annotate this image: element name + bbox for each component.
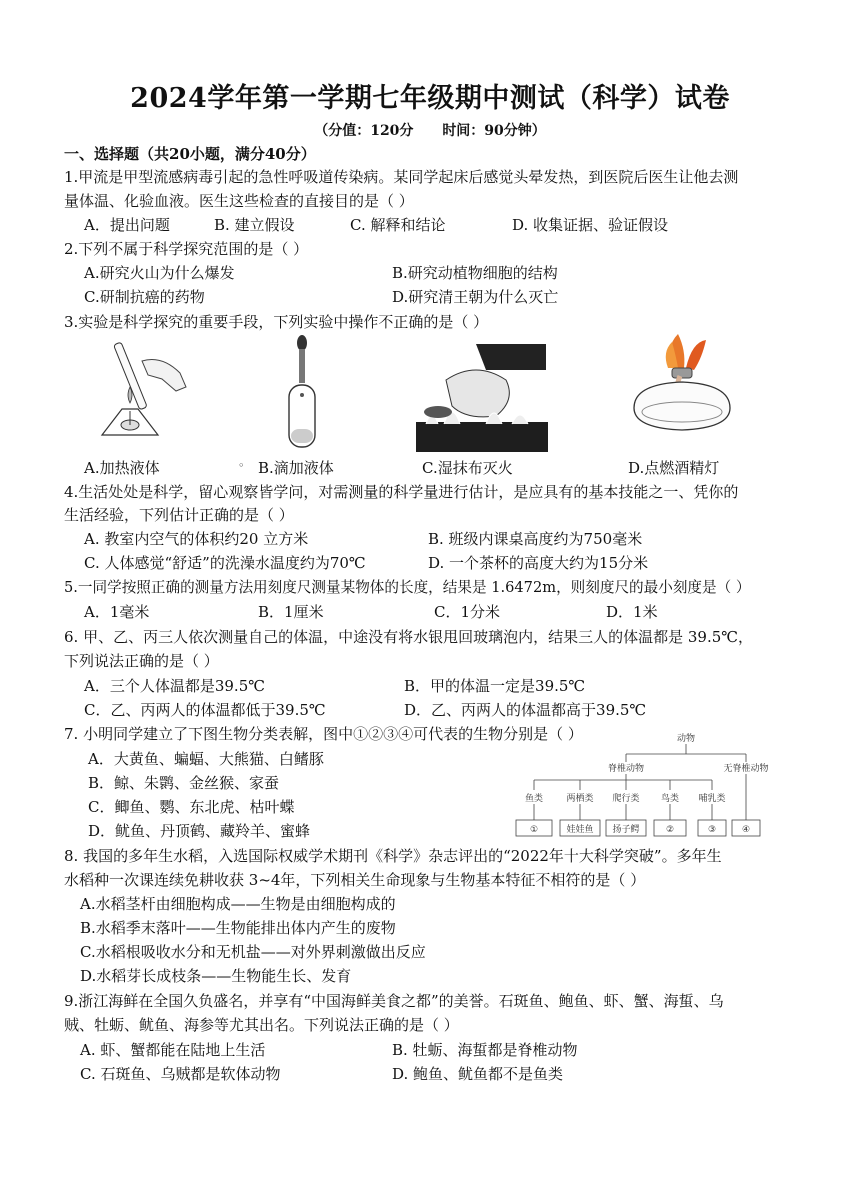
- q4-option-c: C. 人体感觉“舒适”的洗澡水温度约为70℃: [84, 554, 366, 572]
- q9-option-d: D. 鲍鱼、鱿鱼都不是鱼类: [392, 1065, 564, 1083]
- score-info: （分值：120分: [314, 123, 414, 139]
- q8-option-b: B.水稻季末落叶——生物能排出体内产生的废物: [80, 919, 396, 937]
- q4-stem-line1: 4.生活处处是科学，留心观察皆学问，对需测量的科学量进行估计，是应具有的基本技能之一、凭你的: [64, 483, 739, 501]
- diagram-leaf-3: ③: [707, 825, 717, 835]
- q6-stem-line1: 6. 甲、乙、丙三人依次测量自己的体温，中途没有将水银甩回玻璃泡内，结果三人的体温都是 39.5℃，: [64, 628, 754, 646]
- q3-dot: ◦: [238, 459, 245, 472]
- q3-option-b: B.滴加液体: [258, 459, 334, 477]
- q9-option-b: B. 牡蛎、海蜇都是脊椎动物: [392, 1041, 578, 1059]
- q1-option-d: D. 收集证据、验证假设: [512, 216, 669, 234]
- q8-option-c: C.水稻根吸收水分和无机盐——对外界刺激做出反应: [80, 943, 426, 961]
- q8-stem-line2: 水稻种一次课连续免耕收获 3~4年，下列相关生命现象与生物基本特征不相符的是（ ）: [64, 871, 646, 889]
- section-heading: 一、选择题（共20小题，满分40分）: [64, 145, 316, 163]
- q6-stem-line2: 下列说法正确的是（ ）: [64, 652, 219, 670]
- time-info: 时间：90分钟）: [442, 123, 546, 139]
- q3-option-a: A.加热液体: [84, 459, 160, 477]
- q1-option-c: C. 解释和结论: [350, 216, 446, 234]
- q6-option-a: A．三个人体温都是39.5℃: [84, 677, 266, 695]
- q6-option-b: B．甲的体温一定是39.5℃: [404, 677, 586, 695]
- alcohol-lamp-illustration: [614, 328, 750, 440]
- diagram-leaf-4: ④: [741, 825, 751, 835]
- q5-stem: 5.一同学按照正确的测量方法用刻度尺测量某物体的长度，结果是 1.6472m，则刻度尺的最小刻度是（ ）: [64, 579, 751, 596]
- exam-meta: [0, 120, 860, 140]
- q3-stem: 3.实验是科学探究的重要手段，下列实验中操作不正确的是（ ）: [64, 313, 489, 331]
- q1-option-a: A．提出问题: [84, 216, 170, 234]
- diagram-leaf-1: ①: [529, 825, 539, 835]
- q2-stem: 2.下列不属于科学探究范围的是（ ）: [64, 240, 309, 258]
- q4-option-b: B. 班级内课桌高度约为750毫米: [428, 530, 643, 548]
- diagram-class-mammal: 哺乳类: [698, 794, 726, 804]
- q5-option-c: C．1分米: [434, 603, 501, 621]
- wet-cloth-fire-illustration: [416, 340, 548, 452]
- q4-option-a: A. 教室内空气的体积约20 立方米: [84, 530, 309, 548]
- q9-stem-line2: 贼、牡蛎、鱿鱼、海参等尤其出名。下列说法正确的是（ ）: [64, 1016, 459, 1034]
- q6-option-c: C．乙、丙两人的体温都低于39.5℃: [84, 701, 326, 719]
- q2-option-c: C.研制抗癌的药物: [84, 288, 205, 306]
- q7-option-a: A．大黄鱼、蝙蝠、大熊猫、白鳍豚: [88, 750, 324, 768]
- dropping-liquid-illustration: [282, 333, 322, 453]
- q7-option-d: D．鱿鱼、丹顶鹤、藏羚羊、蜜蜂: [88, 822, 311, 840]
- q8-stem-line1: 8. 我国的多年生水稻，入选国际权威学术期刊《科学》杂志评出的“2022年十大科学突破”。多年生: [64, 847, 722, 865]
- diagram-class-fish: 鱼类: [524, 794, 544, 804]
- diagram-vertebrate: 脊椎动物: [607, 764, 645, 774]
- q5-option-a: A．1毫米: [84, 603, 150, 621]
- q5-option-b: B．1厘米: [258, 603, 324, 621]
- q9-option-c: C. 石斑鱼、乌贼都是软体动物: [80, 1065, 281, 1083]
- q2-option-a: A.研究火山为什么爆发: [84, 264, 235, 282]
- q1-option-b: B. 建立假设: [214, 216, 295, 234]
- q3-option-d: D.点燃酒精灯: [628, 459, 720, 477]
- diagram-class-reptile: 爬行类: [612, 794, 640, 804]
- diagram-leaf-2: ②: [665, 825, 675, 835]
- q9-option-a: A. 虾、蟹都能在陆地上生活: [80, 1041, 266, 1059]
- q9-stem-line1: 9.浙江海鲜在全国久负盛名，并享有“中国海鲜美食之都”的美誉。石斑鱼、鲍鱼、虾、蟹、海蜇、乌: [64, 992, 724, 1010]
- q7-stem: 7. 小明同学建立了下图生物分类表解，图中①②③④可代表的生物分别是（ ）: [64, 725, 583, 743]
- q4-option-d: D. 一个茶杯的高度大约为15分米: [428, 554, 649, 572]
- exam-title: 2024学年第一学期七年级期中测试（科学）试卷: [130, 83, 730, 114]
- q5-option-d: D．1米: [606, 603, 658, 621]
- diagram-leaf-giant-salamander: 娃娃鱼: [566, 825, 594, 835]
- q1-stem-line2: 量体温、化验血液。医生这些检查的直接目的是（ ）: [64, 192, 414, 210]
- diagram-leaf-alligator: 扬子鳄: [612, 825, 640, 835]
- q2-option-d: D.研究清王朝为什么灭亡: [392, 288, 559, 306]
- q4-stem-line2: 生活经验，下列估计正确的是（ ）: [64, 506, 294, 524]
- q2-option-b: B.研究动植物细胞的结构: [392, 264, 558, 282]
- q8-option-a: A.水稻茎杆由细胞构成——生物是由细胞构成的: [80, 895, 396, 913]
- heating-liquid-illustration: [92, 335, 192, 447]
- diagram-invertebrate: 无脊椎动物: [723, 764, 769, 774]
- q7-option-c: C．鲫鱼、鹦、东北虎、枯叶蝶: [88, 798, 295, 816]
- diagram-class-bird: 鸟类: [660, 794, 680, 804]
- q7-option-b: B．鲸、朱鹮、金丝猴、家蚕: [88, 774, 280, 792]
- q3-option-c: C.湿抹布灭火: [422, 459, 513, 477]
- diagram-class-amphibian: 两栖类: [566, 794, 594, 804]
- q1-stem-line1: 1.甲流是甲型流感病毒引起的急性呼吸道传染病。某同学起床后感觉头晕发热，到医院后医生让他去测: [64, 168, 739, 186]
- q8-option-d: D.水稻芽长成枝条——生物能生长、发育: [80, 967, 352, 985]
- q6-option-d: D．乙、丙两人的体温都高于39.5℃: [404, 701, 647, 719]
- animal-classification-diagram: [508, 730, 778, 840]
- diagram-root: 动物: [676, 734, 696, 744]
